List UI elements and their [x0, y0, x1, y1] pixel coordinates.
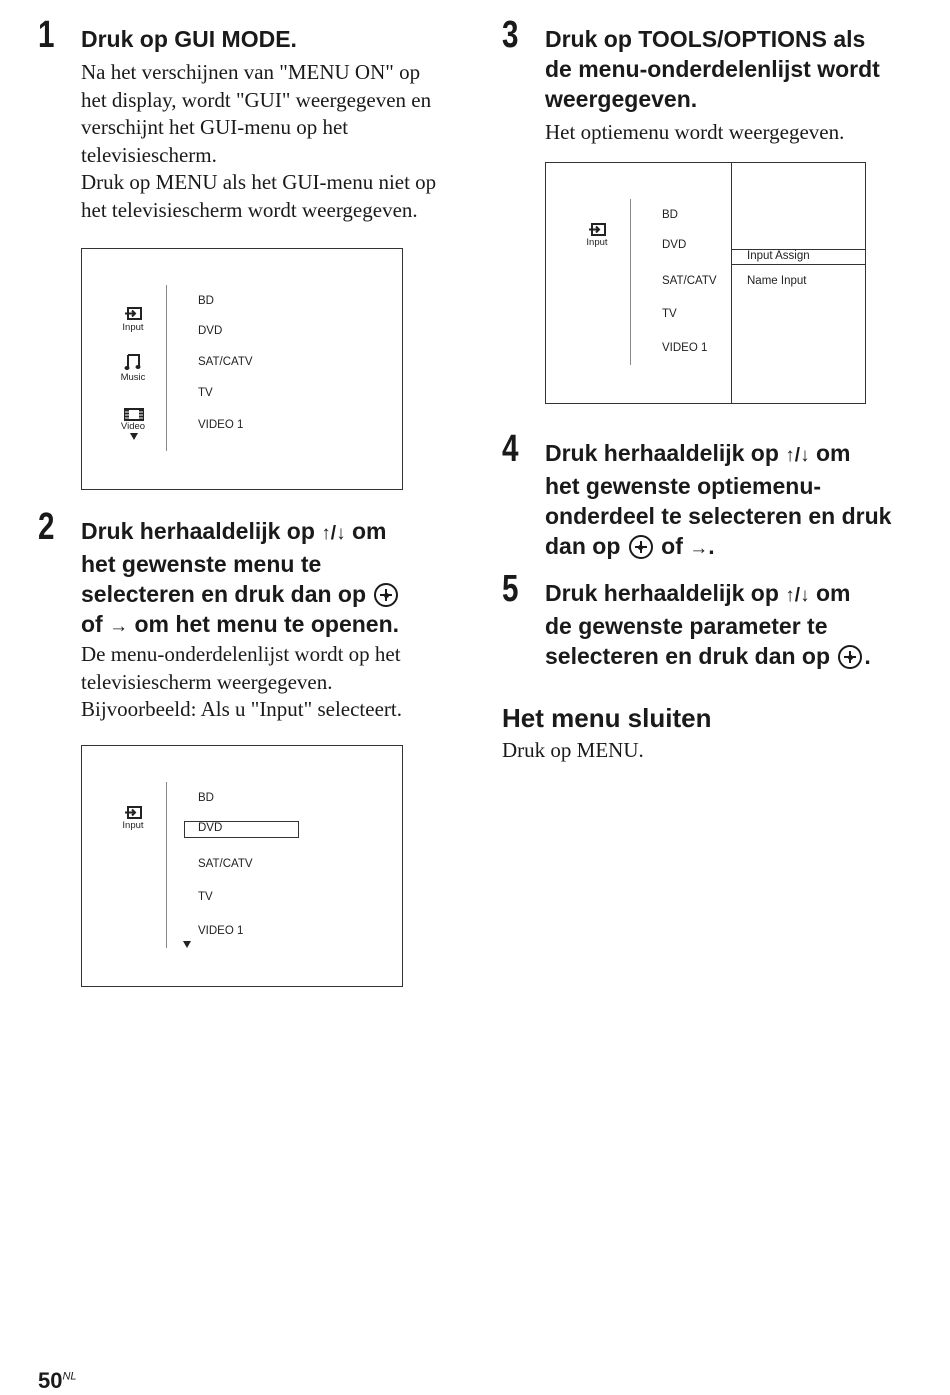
body-line: De menu-onderdelenlijst wordt op het — [81, 642, 401, 666]
up-down-arrow-icon: ↑/↓ — [321, 523, 346, 544]
film-icon — [124, 408, 144, 421]
section-body: Druk op MENU. — [502, 738, 644, 762]
divider — [630, 199, 631, 365]
right-arrow-icon: → — [109, 616, 129, 637]
heading-text: Druk herhaaldelijk op — [545, 440, 779, 466]
page-number-value: 50 — [38, 1368, 63, 1393]
body-line: televisiescherm weergegeven. — [81, 669, 333, 694]
page-number — [38, 1368, 77, 1394]
menu-item: BD — [198, 792, 214, 804]
input-icon — [124, 806, 144, 820]
tv-screen-options-menu — [545, 162, 866, 404]
heading-text: om het menu te openen. — [134, 611, 400, 637]
menu-item: VIDEO 1 — [662, 342, 708, 354]
enter-button-icon — [374, 583, 398, 607]
step-heading — [545, 578, 940, 671]
divider — [166, 782, 167, 948]
category-label: Music — [120, 372, 146, 383]
step-body — [81, 641, 471, 724]
section-title: Het menu sluiten — [502, 703, 712, 733]
music-note-icon — [124, 353, 142, 371]
heading-text: Druk herhaaldelijk op — [81, 518, 315, 544]
option-item-selected: Input Assign — [747, 250, 810, 262]
step-number: 3 — [502, 14, 519, 56]
body-line: verschijnt het GUI-menu op het — [81, 115, 349, 139]
input-icon — [588, 223, 608, 237]
heading-text: weergegeven. — [545, 86, 698, 112]
step-number: 2 — [38, 506, 55, 548]
body-line: Na het verschijnen van "MENU ON" op — [81, 60, 421, 84]
menu-item: BD — [662, 209, 678, 221]
heading-text: of — [81, 611, 103, 637]
down-triangle-icon — [183, 941, 191, 948]
menu-item: TV — [198, 891, 213, 903]
step-number: 5 — [502, 568, 519, 610]
period: . — [864, 643, 871, 669]
heading-text: of — [661, 533, 683, 559]
down-triangle-icon — [130, 433, 138, 440]
step-heading: Druk op GUI MODE. — [81, 26, 297, 52]
enter-button-icon — [629, 535, 653, 559]
step-number: 1 — [38, 14, 55, 56]
menu-item: BD — [198, 295, 214, 307]
menu-item: DVD — [662, 239, 687, 251]
step-heading — [545, 24, 935, 114]
step-body — [81, 59, 471, 224]
option-item: Name Input — [747, 275, 807, 287]
period: . — [708, 533, 715, 559]
heading-text: om — [815, 440, 851, 466]
heading-text: het gewenste menu te — [81, 551, 322, 577]
divider — [166, 285, 167, 451]
menu-item: TV — [662, 308, 677, 320]
tv-screen-menu-items — [81, 745, 403, 987]
step-body: Het optiemenu wordt weergegeven. — [545, 120, 845, 144]
category-label: Input — [122, 322, 144, 333]
input-icon — [124, 307, 144, 321]
menu-item: SAT/CATV — [198, 858, 253, 870]
heading-text: om — [351, 518, 387, 544]
right-arrow-icon: → — [689, 538, 709, 559]
body-line: Bijvoorbeeld: Als u "Input" selecteert. — [81, 697, 402, 721]
heading-text: het gewenste optiemenu- — [545, 473, 822, 499]
body-line: het televisiescherm wordt weergegeven. — [81, 197, 418, 222]
options-panel-border — [731, 163, 732, 403]
menu-item-selected: DVD — [198, 822, 223, 834]
menu-item: SAT/CATV — [198, 356, 253, 368]
tv-screen-gui-menu — [81, 248, 403, 490]
up-down-arrow-icon: ↑/↓ — [785, 585, 810, 606]
step-heading — [545, 438, 940, 564]
heading-text: selecteren en druk dan op — [81, 581, 367, 607]
body-line: het display, wordt "GUI" weergegeven en — [81, 87, 432, 112]
heading-text: dan op — [545, 533, 621, 559]
menu-item: SAT/CATV — [662, 275, 717, 287]
heading-text: selecteren en druk dan op — [545, 643, 831, 669]
category-label: Video — [120, 421, 146, 432]
heading-text: Druk op TOOLS/OPTIONS als — [545, 26, 866, 52]
heading-text: de gewenste parameter te — [545, 613, 828, 639]
step-heading — [81, 516, 461, 642]
menu-item: VIDEO 1 — [198, 925, 244, 937]
heading-text: de menu-onderdelenlijst wordt — [545, 56, 880, 82]
body-line: televisiescherm. — [81, 142, 217, 167]
heading-text: om — [815, 580, 851, 606]
heading-text: Druk herhaaldelijk op — [545, 580, 779, 606]
body-line: Druk op MENU als het GUI-menu niet op — [81, 170, 437, 194]
up-down-arrow-icon: ↑/↓ — [785, 445, 810, 466]
category-label: Input — [586, 237, 608, 248]
menu-item: VIDEO 1 — [198, 419, 244, 431]
category-label: Input — [122, 820, 144, 831]
menu-item: TV — [198, 387, 213, 399]
step-number: 4 — [502, 428, 519, 470]
menu-item: DVD — [198, 325, 223, 337]
heading-text: onderdeel te selecteren en druk — [545, 503, 892, 529]
language-code: NL — [62, 1370, 77, 1383]
enter-button-icon — [838, 645, 862, 669]
